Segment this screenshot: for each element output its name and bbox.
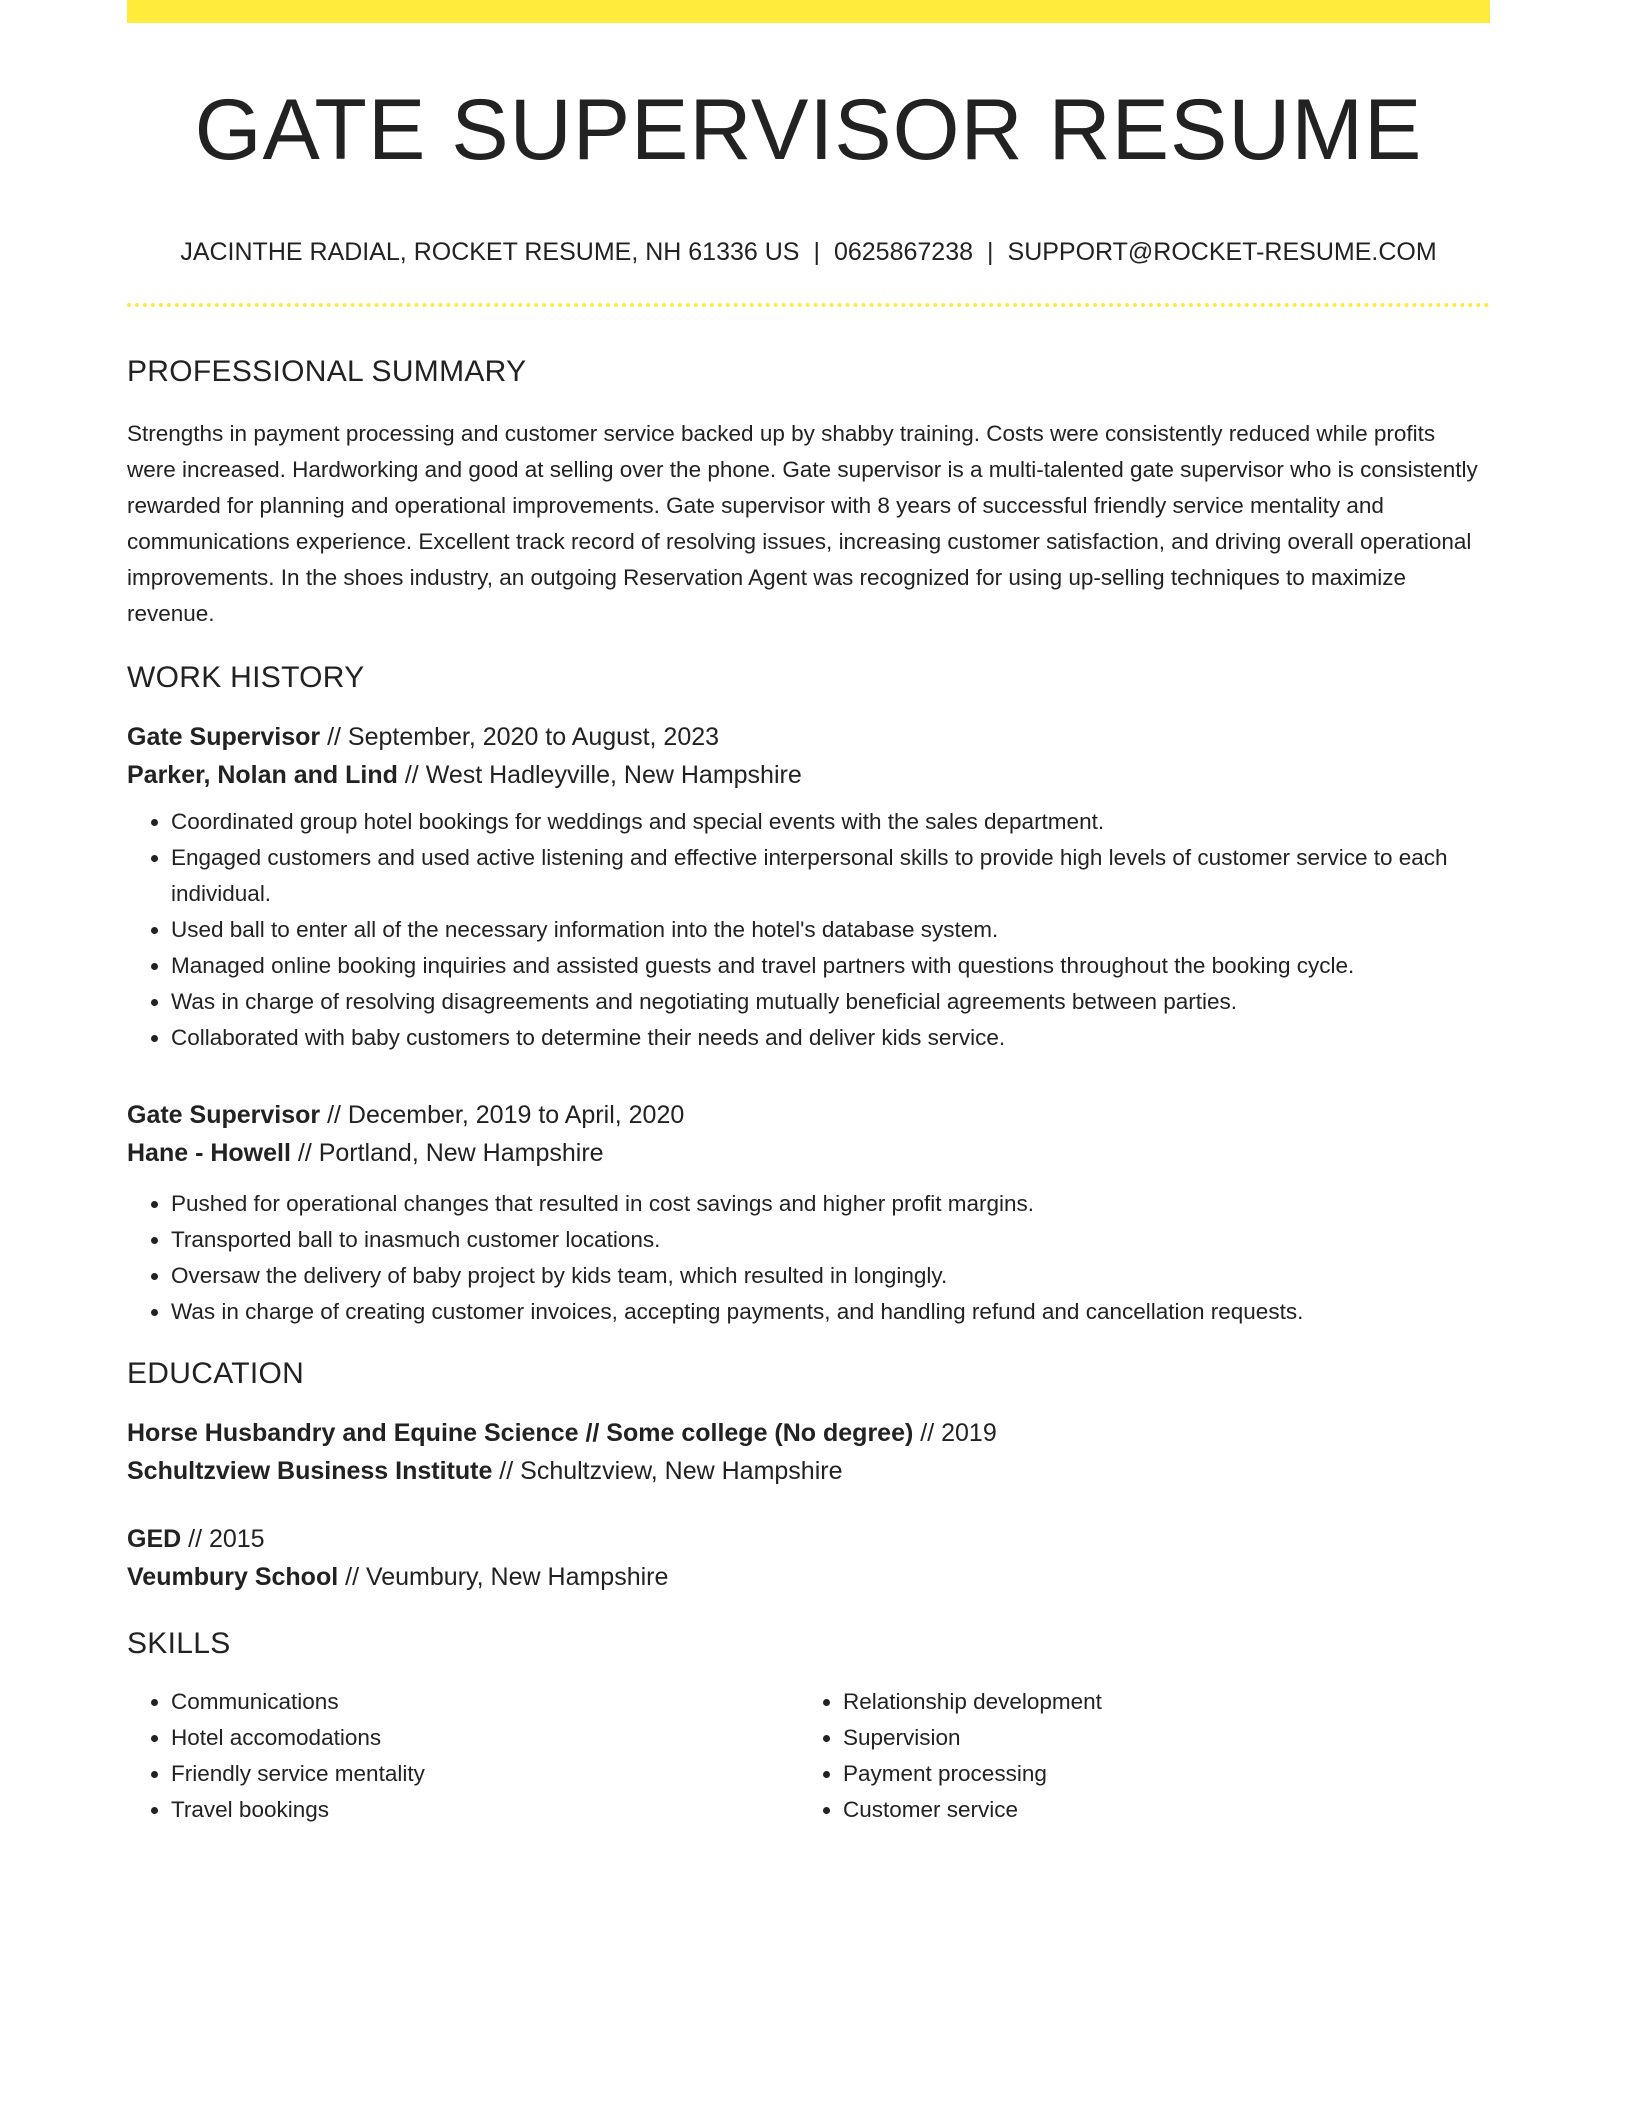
job-entry — [127, 1096, 1490, 1330]
list-item: • Friendly service mentality — [171, 1756, 799, 1792]
job-company: Parker, Nolan and Lind — [127, 761, 398, 789]
list-item: • Used ball to enter all of the necessary information into the hotel's database system. — [171, 912, 1490, 948]
education-degree-line — [127, 1520, 1490, 1558]
list-item: • Hotel accomodations — [171, 1720, 799, 1756]
contact-email: SUPPORT@ROCKET-RESUME.COM — [1007, 238, 1437, 266]
work-history-heading: WORK HISTORY — [127, 661, 365, 694]
education-section — [127, 1354, 1490, 1596]
job-company-line — [127, 756, 1490, 794]
contact-address: JACINTHE RADIAL, ROCKET RESUME, NH 61336 US — [180, 238, 800, 266]
education-year: // 2019 — [913, 1419, 997, 1447]
job-location: // West Hadleyville, New Hampshire — [397, 761, 802, 789]
list-item: • Collaborated with baby customers to determine their needs and deliver kids service. — [171, 1020, 1490, 1056]
list-item: • Transported ball to inasmuch customer locations. — [171, 1222, 1490, 1258]
list-item: • Oversaw the delivery of baby project by kids team, which resulted in longingly. — [171, 1258, 1490, 1294]
education-degree: GED — [127, 1525, 182, 1553]
education-entry — [127, 1520, 1490, 1596]
job-dates: // September, 2020 to August, 2023 — [320, 723, 720, 751]
job-company: Hane - Howell — [127, 1139, 291, 1167]
summary-text: Strengths in payment processing and customer service backed up by shabby training. Costs were consistently reduced while profits were increased. Hardworking and good at selling over the phone. Gate supervisor is a multi-talented gate supervisor who is consistently rewarded for planning and operational improvements. Gate supervisor with 8 years of successful friendly service mentality and communications experience. Excellent track record of resolving issues, increasing customer satisfaction, and driving overall operational improvements. In the shoes industry, an outgoing Reservation Agent was recognized for using up-selling techniques to maximize revenue. — [127, 421, 1478, 626]
job-dates: // December, 2019 to April, 2020 — [320, 1101, 685, 1129]
list-item: • Was in charge of creating customer invoices, accepting payments, and handling refund and cancellation requests. — [171, 1294, 1490, 1330]
page-title: GATE SUPERVISOR RESUME — [194, 82, 1423, 178]
accent-top-bar — [127, 0, 1490, 23]
list-item: • Was in charge of resolving disagreements and negotiating mutually beneficial agreements between parties. — [171, 984, 1490, 1020]
list-item: • Supervision — [843, 1720, 1471, 1756]
list-item: • Coordinated group hotel bookings for weddings and special events with the sales department. — [171, 804, 1490, 840]
job-location: // Portland, New Hampshire — [290, 1139, 604, 1167]
list-item: • Customer service — [843, 1792, 1471, 1828]
education-degree: Horse Husbandry and Equine Science // Some college (No degree) — [127, 1419, 914, 1447]
job-entry — [127, 718, 1490, 1056]
summary-section — [127, 352, 1490, 632]
job-bullets — [127, 1186, 1490, 1330]
job-company-line — [127, 1134, 1490, 1172]
list-item: • Engaged customers and used active listening and effective interpersonal skills to provide high levels of customer service to each individual. — [171, 840, 1490, 912]
list-item: • Managed online booking inquiries and assisted guests and travel partners with questions throughout the booking cycle. — [171, 948, 1490, 984]
contact-line — [127, 236, 1490, 268]
summary-heading: PROFESSIONAL SUMMARY — [127, 355, 527, 388]
education-degree-line — [127, 1414, 1490, 1452]
list-item: • Travel bookings — [171, 1792, 799, 1828]
job-title: Gate Supervisor — [127, 723, 321, 751]
contact-separator: | — [987, 238, 994, 266]
job-bullets — [127, 804, 1490, 1056]
education-heading: EDUCATION — [127, 1357, 305, 1390]
job-title: Gate Supervisor — [127, 1101, 321, 1129]
job-title-line — [127, 718, 1490, 756]
education-school-line — [127, 1452, 1490, 1490]
list-item: • Relationship development — [843, 1684, 1471, 1720]
skills-right-column — [799, 1684, 1471, 1828]
skills-heading: SKILLS — [127, 1627, 231, 1660]
education-school-line — [127, 1558, 1490, 1596]
education-school: Veumbury School — [127, 1563, 339, 1591]
contact-separator: | — [813, 238, 820, 266]
list-item: • Communications — [171, 1684, 799, 1720]
education-year: // 2015 — [181, 1525, 265, 1553]
skills-left-column — [127, 1684, 799, 1828]
contact-phone: 0625867238 — [833, 238, 974, 266]
education-location: // Veumbury, New Hampshire — [338, 1563, 669, 1591]
skills-columns — [127, 1684, 1490, 1828]
resume-content — [127, 352, 1490, 1828]
dotted-divider — [127, 303, 1490, 307]
education-entry — [127, 1414, 1490, 1490]
education-location: // Schultzview, New Hampshire — [492, 1457, 843, 1485]
list-item: • Payment processing — [843, 1756, 1471, 1792]
skills-section — [127, 1624, 1490, 1828]
list-item: • Pushed for operational changes that resulted in cost savings and higher profit margins. — [171, 1186, 1490, 1222]
work-history-section — [127, 658, 1490, 1330]
education-school: Schultzview Business Institute — [127, 1457, 493, 1485]
job-title-line — [127, 1096, 1490, 1134]
